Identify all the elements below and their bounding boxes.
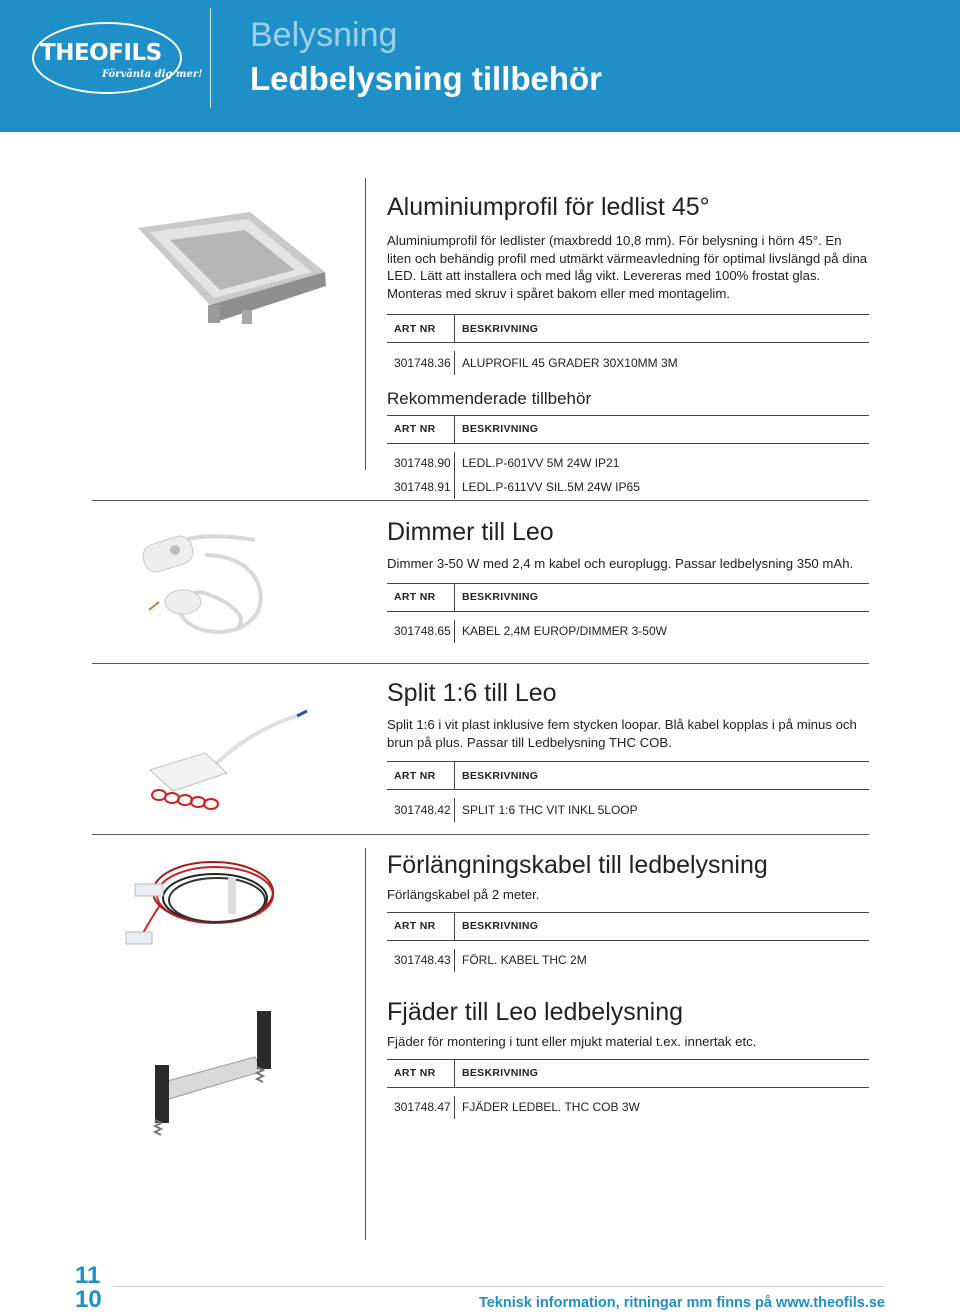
- section-separator: [92, 663, 869, 664]
- table-row: [387, 452, 869, 476]
- section-dimmer: [387, 517, 869, 643]
- section-aluminium-profile: [387, 192, 869, 499]
- footer-info-text: Teknisk information, ritningar mm finns på www.theofils.se: [478, 1295, 885, 1311]
- page-header: [0, 0, 960, 132]
- page-number-bottom: 10: [75, 1286, 102, 1313]
- art-nr-cell: 301748.42: [387, 798, 455, 822]
- table-row: [387, 949, 869, 973]
- section-separator: [92, 500, 869, 501]
- accessories-table: [387, 415, 869, 499]
- vertical-divider: [365, 848, 366, 1240]
- dimmer-image: [135, 510, 275, 650]
- description-cell: LEDL.P-601VV 5M 24W IP21: [462, 456, 620, 471]
- art-nr-cell: 301748.47: [387, 1096, 455, 1120]
- table-row: [387, 798, 869, 822]
- art-nr-cell: 301748.36: [387, 351, 455, 375]
- art-nr-cell: 301748.91: [387, 475, 455, 499]
- section-title: Aluminiumprofil för ledlist 45°: [387, 193, 710, 221]
- description-cell: LEDL.P-611VV SIL.5M 24W IP65: [462, 479, 640, 494]
- section-extension-cable: [387, 850, 869, 972]
- art-nr-header: ART NR: [387, 315, 455, 342]
- beskrivning-header: BESKRIVNING: [462, 591, 539, 603]
- product-table: [387, 912, 869, 973]
- footer-divider: [113, 1286, 885, 1287]
- beskrivning-header: BESKRIVNING: [462, 1067, 539, 1079]
- table-header: [387, 912, 869, 941]
- section-separator: [92, 834, 869, 835]
- table-header: [387, 761, 869, 790]
- table-row: [387, 351, 869, 375]
- section-title: Dimmer till Leo: [387, 518, 554, 546]
- description-cell: KABEL 2,4M EUROP/DIMMER 3-50W: [462, 624, 667, 639]
- product-table: [387, 583, 869, 644]
- section-description: Förlängskabel på 2 meter.: [387, 887, 540, 902]
- description-cell: ALUPROFIL 45 GRADER 30X10MM 3M: [462, 355, 678, 370]
- art-nr-cell: 301748.65: [387, 620, 455, 644]
- beskrivning-header: BESKRIVNING: [462, 322, 539, 335]
- art-nr-header: ART NR: [387, 913, 455, 940]
- section-description: Fjäder för montering i tunt eller mjukt material t.ex. innertak etc.: [387, 1034, 757, 1049]
- table-row: [387, 1096, 869, 1120]
- table-row: [387, 620, 869, 644]
- category-title: Belysning: [250, 16, 398, 54]
- section-title: Split 1:6 till Leo: [387, 679, 557, 707]
- page-title: Ledbelysning tillbehör: [250, 60, 603, 97]
- art-nr-header: ART NR: [387, 584, 455, 611]
- section-split: [387, 678, 869, 822]
- table-header: [387, 1059, 869, 1088]
- section-description: Split 1:6 i vit plast inklusive fem stycken loopar. Blå kabel kopplas i på minus och brun på plus. Passar till Ledbelysning THC COB.: [387, 717, 857, 750]
- recommended-accessories-heading: Rekommenderade tillbehör: [387, 388, 592, 408]
- page-number-top: 11: [75, 1262, 101, 1289]
- art-nr-header: ART NR: [387, 416, 455, 443]
- description-cell: FJÄDER LEDBEL. THC COB 3W: [462, 1100, 640, 1115]
- description-cell: SPLIT 1:6 THC VIT INKL 5LOOP: [462, 802, 638, 817]
- spring-clip-image: [145, 1005, 285, 1145]
- section-title: Förlängningskabel till ledbelysning: [387, 851, 768, 879]
- beskrivning-header: BESKRIVNING: [462, 423, 539, 435]
- table-header: [387, 415, 869, 444]
- beskrivning-header: BESKRIVNING: [462, 769, 539, 782]
- section-spring: [387, 997, 869, 1119]
- aluminium-profile-image: [130, 210, 330, 330]
- table-header: [387, 314, 869, 343]
- art-nr-cell: 301748.90: [387, 452, 455, 476]
- art-nr-cell: 301748.43: [387, 949, 455, 973]
- product-table: [387, 314, 869, 375]
- theofils-logo: [32, 22, 203, 94]
- logo-tagline: Förvänta dig mer!: [102, 69, 203, 80]
- table-row: [387, 475, 869, 499]
- section-title: Fjäder till Leo ledbelysning: [387, 998, 684, 1026]
- logo-wordmark: THEOFILS: [40, 40, 162, 66]
- vertical-divider: [365, 178, 366, 470]
- section-description: Dimmer 3-50 W med 2,4 m kabel och europlugg. Passar ledbelysning 350 mAh.: [387, 556, 854, 571]
- description-cell: FÖRL. KABEL THC 2M: [462, 953, 587, 968]
- art-nr-header: ART NR: [387, 762, 455, 789]
- extension-cable-image: [120, 850, 280, 960]
- product-table: [387, 761, 869, 822]
- table-header: [387, 583, 869, 612]
- product-table: [387, 1059, 869, 1120]
- split-connector-image: [145, 705, 315, 815]
- header-divider: [210, 8, 211, 108]
- beskrivning-header: BESKRIVNING: [462, 920, 539, 932]
- art-nr-header: ART NR: [387, 1060, 455, 1087]
- section-description: Aluminiumprofil för ledlister (maxbredd 10,8 mm). För belysning i hörn 45°. En liten och behändig profil med utmärkt värmeavledning för optimal livslängd på dina LED. Lätt att installera och med låg vikt. Levereras med 100% frostat glas. Monteras med skruv i spåret bakom eller med montagelim.: [387, 233, 868, 301]
